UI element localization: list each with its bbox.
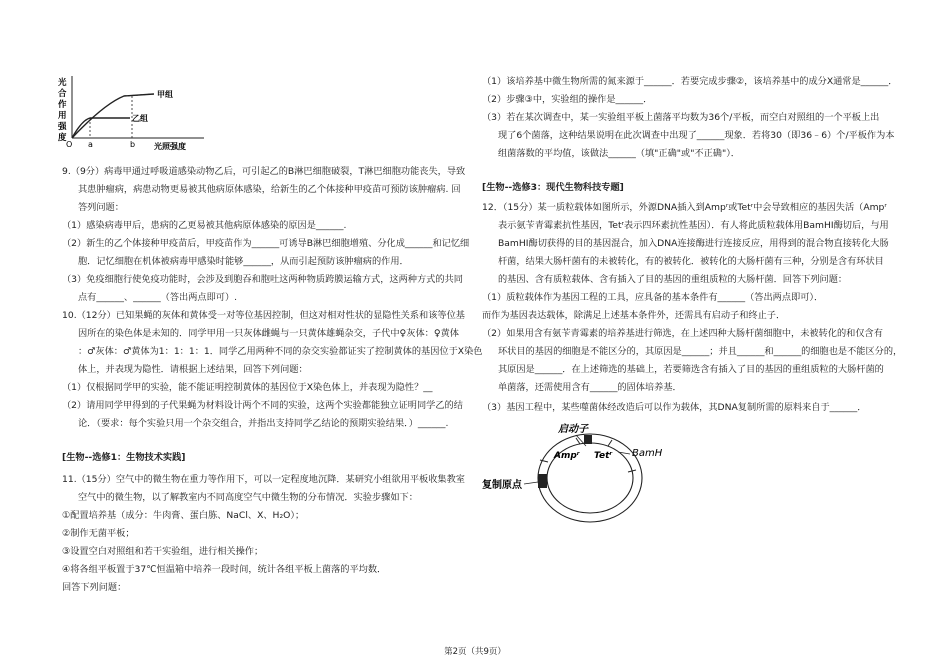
- q12-line: 环状目的基因的细胞是不能区分的，其原因是______；并且______和______的细胞也是不能区分的，: [498, 346, 903, 357]
- q10-line: 体上，并表现为隐性．请根据上述结果，回答下列问题：: [78, 364, 308, 375]
- q11-cont-line: （3）若在某次调查中，某一实验组平板上菌落平均数为36个/平板，而空白对照组的一个平板上出: [482, 112, 880, 123]
- q10-line: ：♂灰体：♂黄体为1：1：1：1．同学乙用两种不同的杂交实验都证实了控制黄体的基因位于X染色: [78, 346, 483, 357]
- origin-label: O: [66, 140, 73, 149]
- tick-label-b: b: [130, 140, 136, 149]
- q12-line: 的基因、含有质粒载体、含有插入了目的基因的重组质粒的大肠杆菌．回答下列问题：: [498, 274, 848, 285]
- gene-divider: [608, 440, 612, 446]
- q10-line: 因所在的染色体是未知的．同学甲用一只灰体雌蝇与一只黄体雄蝇杂交，子代中♀灰体：♀黄体: [78, 328, 459, 339]
- tet-label: Tetʳ: [594, 451, 613, 461]
- q11-line: ③设置空白对照组和若干实验组，进行相关操作；: [62, 546, 264, 557]
- origin-label: 复制原点: [482, 480, 522, 491]
- q9-line: 其患肿瘤病，病患动物更易被其他病原体感染，给新生的乙个体接种甲疫苗可预防该肿瘤病. 回: [78, 184, 461, 195]
- q9-line: （2）新生的乙个体接种甲疫苗后，甲疫苗作为______可诱导B淋巴细胞增殖、分化成______和记忆细: [62, 238, 470, 249]
- origin-block: [538, 474, 547, 488]
- ylabel-char: 光: [58, 78, 67, 88]
- q12-line: 而作为基因表达载体，除满足上述基本条件外，还需具有启动子和终止子．: [482, 310, 786, 321]
- tick-label-a: a: [88, 140, 93, 149]
- q11-line: 空气中的微生物，以了解教室内不同高度空气中微生物的分布情况．实验步骤如下：: [78, 492, 418, 503]
- q12-line: 表示氨苄青霉素抗性基因，Tetʳ表示四环素抗性基因）．有人将此质粒载体用BamHI酶切后，与用: [498, 220, 889, 231]
- q12-line: 其原因是______．在上述筛选的基础上，若要筛选含有插入了目的基因的重组质粒的大肠杆菌的: [498, 364, 884, 375]
- q9-line: （3）免疫细胞行使免疫功能时，会涉及到胞吞和胞吐这两种物质跨膜运输方式，这两种方式的共同: [62, 274, 463, 285]
- q12-line: （1）质粒载体作为基因工程的工具，应具备的基本条件有______（答出两点即可）．: [482, 292, 824, 303]
- graph-ylabel: [57, 77, 67, 143]
- q11-line: 11.（15分）空气中的微生物在重力等作用下，可以一定程度地沉降．某研究小组欲用平板收集教室: [62, 474, 465, 485]
- q11-line: ①配置培养基（成分：牛肉膏、蛋白胨、NaCl、X、H₂O）；: [62, 510, 305, 521]
- ylabel-char: 作: [58, 100, 67, 110]
- q11-cont-line: （2）步骤③中，实验组的操作是______．: [482, 94, 653, 105]
- q11-line: 回答下列问题：: [62, 582, 127, 593]
- q9-line: 答列问题：: [78, 202, 124, 213]
- q10-line: （2）请用同学甲得到的子代果蝇为材料设计两个不同的实验，这两个实验都能独立证明同学乙的结: [62, 400, 463, 411]
- ylabel-char: 用: [58, 111, 67, 121]
- q12-line: 杆菌，结果大肠杆菌有的未被转化，有的被转化．被转化的大肠杆菌有三种，分别是含有环状目: [498, 256, 884, 267]
- q12-line: （2）如果用含有氨苄青霉素的培养基进行筛选，在上述四种大肠杆菌细胞中，未被转化的和仅含有: [482, 328, 883, 339]
- q10-line: 论．（要求：每个实验只用一个杂交组合，并指出支持同学乙结论的预期实验结果．）______.: [78, 418, 449, 429]
- bamh-label: BamH: [632, 448, 663, 459]
- q12-line: BamHI酶切获得的目的基因混合，加入DNA连接酶进行连接反应，用得到的混合物直接转化大肠: [498, 238, 889, 249]
- q11-cont-line: 组菌落数的平均值，该做法______（填"正确"或"不正确"）．: [498, 148, 740, 159]
- q12-line: （3）基因工程中，某些噬菌体经改造后可以作为载体，其DNA复制所需的原料来自于______．: [482, 402, 867, 413]
- series-label-jia: 甲组: [157, 90, 173, 99]
- q9-line: 点有______、______（答出两点即可）.: [78, 292, 238, 303]
- ylabel-char: 合: [58, 89, 67, 99]
- amp-label: Ampʳ: [554, 451, 580, 461]
- q11-line: ④将各组平板置于37℃恒温箱中培养一段时间，统计各组平板上菌落的平均数．: [62, 564, 387, 575]
- section-header-elective-3: [生物--选修3：现代生物科技专题]: [482, 182, 624, 193]
- promoter-block: [584, 435, 592, 444]
- q10-line: （1）仅根据同学甲的实验，能不能证明控制黄体的基因位于X染色体上，并表现为隐性？__: [62, 382, 433, 393]
- q10-line: 10.（12分）已知果蝇的灰体和黄体受一对等位基因控制，但这对相对性状的显隐性关系和该等位基: [62, 310, 465, 321]
- section-header-elective-1: [生物--选修1：生物技术实践]: [62, 452, 186, 463]
- graph-xlabel: 光照强度: [154, 142, 186, 151]
- q9-line: 胞．记忆细胞在机体被病毒甲感染时能够______，从而引起预防该肿瘤病的作用．: [78, 256, 409, 267]
- plasmid-diagram: [480, 418, 700, 526]
- q11-cont-line: （1）该培养基中微生物所需的氮来源于______．若要完成步骤②，该培养基中的成分X通常是______．: [482, 76, 898, 87]
- photosynthesis-graph: [54, 72, 224, 154]
- q12-line: 12．（15分）某一质粒载体如图所示，外源DNA插入到Ampʳ或Tetʳ中会导致相应的基因失活（Ampʳ: [482, 202, 887, 213]
- ylabel-char: 强: [58, 122, 67, 132]
- curve-yi: [72, 118, 130, 138]
- q11-cont-line: 现了6个菌落，这种结果说明在此次调查中出现了______现象．若将30（即36﹣6）个/平板作为本: [498, 130, 895, 141]
- q9-line: （1）感染病毒甲后，患病的乙更易被其他病原体感染的原因是______.: [62, 220, 347, 231]
- q11-line: ②制作无菌平板；: [62, 528, 135, 539]
- q12-line: 单菌落，还需使用含有______的固体培养基．: [498, 382, 682, 393]
- series-label-yi: 乙组: [132, 114, 148, 123]
- page-footer: 第2页（共9页）: [444, 647, 506, 657]
- origin-pointer: [524, 482, 538, 484]
- q9-line: 9.（9分）病毒甲通过呼吸道感染动物乙后，可引起乙的B淋巴细胞破裂，T淋巴细胞功能丧失，导致: [62, 166, 466, 177]
- ylabel-char: 度: [58, 133, 67, 143]
- promoter-label: 启动子: [558, 424, 588, 435]
- plasmid-outer-ring: [538, 434, 642, 522]
